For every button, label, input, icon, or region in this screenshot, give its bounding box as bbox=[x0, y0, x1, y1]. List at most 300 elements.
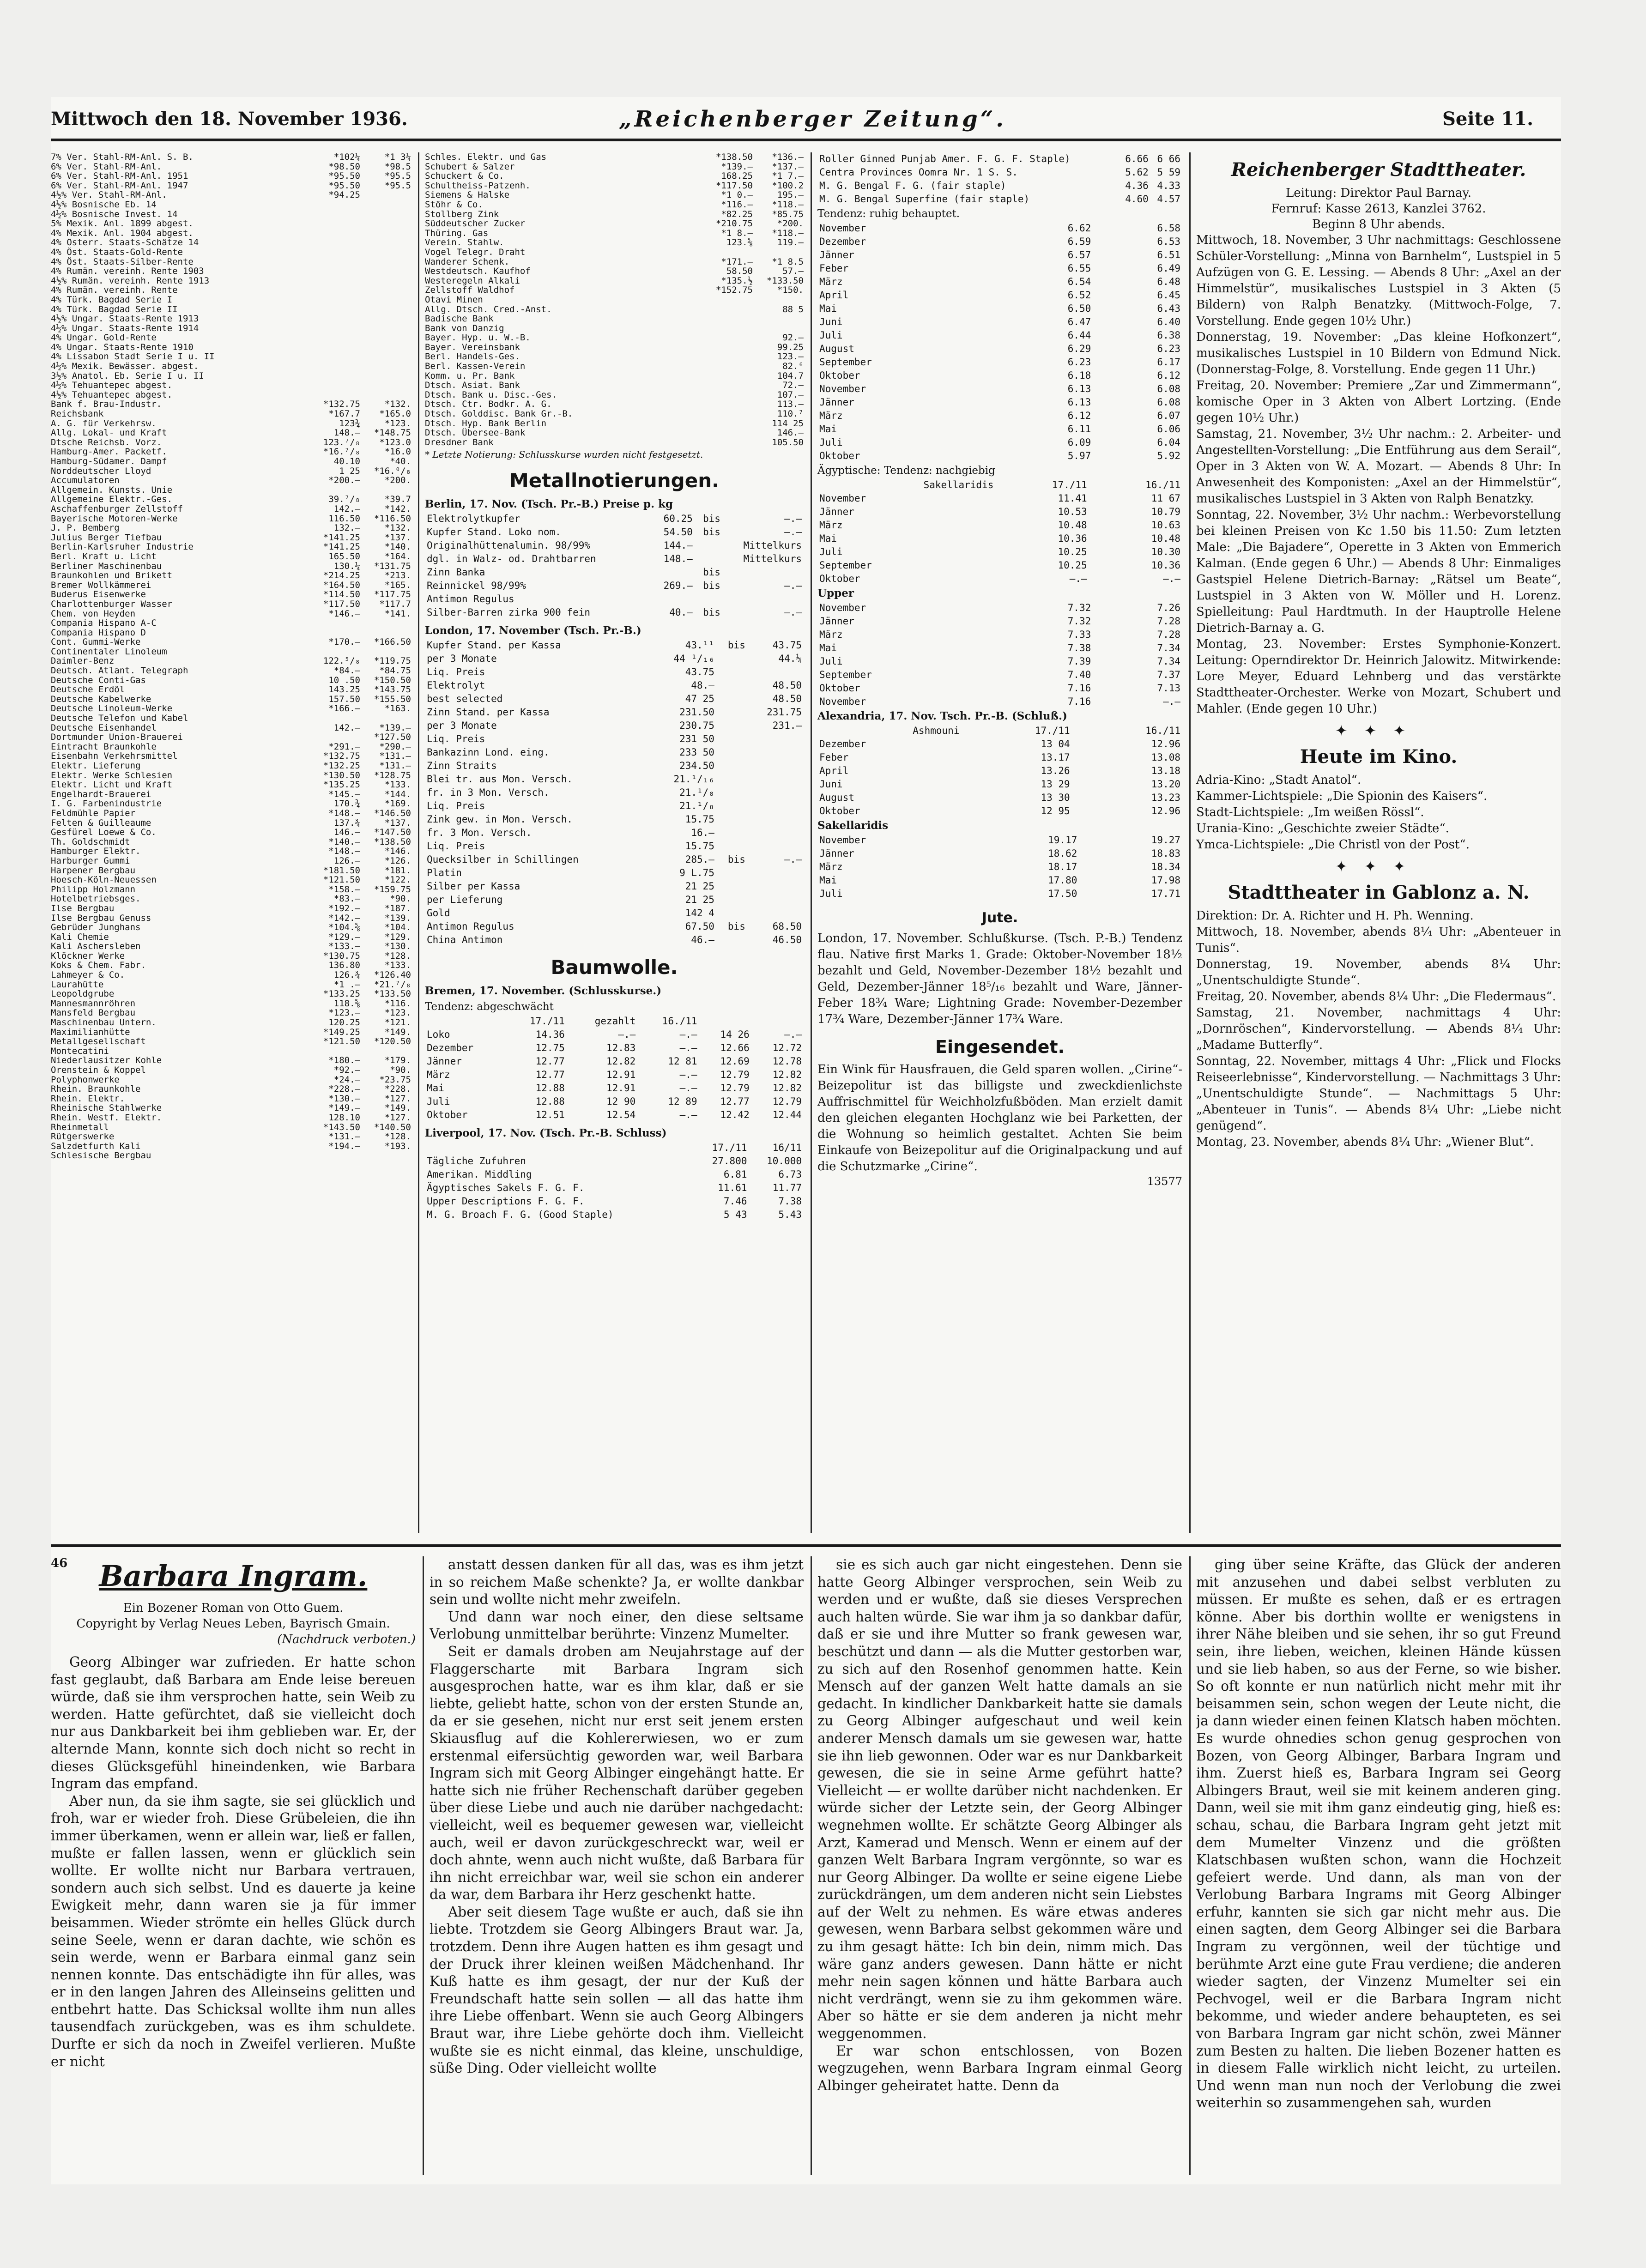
berlin-metal-table bbox=[425, 512, 804, 619]
table-row bbox=[817, 248, 1182, 262]
table-row bbox=[425, 907, 804, 920]
table-cell: Mittelkurs bbox=[743, 540, 802, 551]
table-cell: Liq. Preis bbox=[427, 666, 485, 678]
table-cell: fr. in 3 Mon. Versch. bbox=[427, 787, 550, 798]
security-name: Deutsche Conti-Gas bbox=[51, 675, 146, 685]
security-name: Eisenbahn Verkehrsmittel bbox=[51, 751, 178, 761]
price-today bbox=[697, 343, 753, 352]
security-name: Braunkohlen und Brikett bbox=[51, 571, 173, 581]
security-name: Mansfeld Bergbau bbox=[51, 1008, 136, 1018]
table-cell: Jänner bbox=[819, 616, 854, 627]
security-name: Rheinische Stahlwerke bbox=[51, 1103, 162, 1113]
table-cell: 14.36 bbox=[535, 1029, 565, 1040]
table-cell bbox=[747, 746, 804, 759]
table-cell bbox=[747, 786, 804, 799]
price-today: 116.50 bbox=[328, 513, 360, 524]
paragraph: Donnerstag, 19. November, abends 8¼ Uhr: „Unentschuldigte Stunde“. bbox=[1196, 957, 1561, 987]
price-today: *102¼ bbox=[333, 152, 360, 162]
table-cell: Kupfer Stand. per Kassa bbox=[427, 640, 561, 651]
price-today bbox=[305, 210, 360, 219]
security-name: 4½% Rumän. vereinh. Rente 1913 bbox=[51, 276, 210, 286]
stock-row bbox=[425, 285, 804, 295]
price-today: 10 .50 bbox=[328, 675, 360, 685]
table-row bbox=[425, 1095, 804, 1108]
stock-row bbox=[51, 1094, 411, 1104]
stock-row bbox=[51, 866, 411, 876]
upper-heading: Upper bbox=[817, 587, 854, 599]
price-previous: 146.— bbox=[777, 428, 804, 438]
table-cell: 234.50 bbox=[679, 760, 714, 772]
price-previous bbox=[360, 1151, 411, 1161]
price-previous bbox=[360, 295, 411, 305]
price-previous bbox=[360, 362, 411, 371]
table-cell: 12.96 bbox=[1151, 805, 1180, 816]
price-today: *180.— bbox=[328, 1055, 360, 1066]
security-name: Deutsche Kabelwerke bbox=[51, 694, 151, 704]
stock-row bbox=[51, 495, 411, 504]
price-previous: *138.50 bbox=[374, 836, 411, 847]
table-cell: Centra Provinces Oomra Nr. 1 S. S. bbox=[819, 167, 1018, 178]
price-previous bbox=[360, 324, 411, 333]
table-row bbox=[425, 1168, 804, 1181]
column-header: 17./11 bbox=[1052, 479, 1087, 490]
table-cell: November bbox=[819, 383, 866, 394]
table-cell: Juli bbox=[819, 888, 843, 899]
price-today: *166.— bbox=[328, 703, 360, 714]
stock-row bbox=[51, 847, 411, 856]
table-cell bbox=[716, 840, 747, 853]
price-previous: *166.50 bbox=[374, 637, 411, 647]
table-cell: Dezember bbox=[819, 738, 866, 750]
table-cell: 12.78 bbox=[772, 1056, 802, 1067]
price-today: *158.— bbox=[328, 884, 360, 895]
security-name: Salzdetfurth Kali bbox=[51, 1141, 141, 1151]
table-cell bbox=[716, 679, 747, 692]
table-cell: 12.72 bbox=[772, 1042, 802, 1054]
stock-row bbox=[51, 942, 411, 951]
column-header bbox=[425, 1015, 505, 1028]
price-today: *117.50 bbox=[323, 599, 360, 609]
security-name: Hamburg-Südamer. Dampf bbox=[51, 457, 167, 466]
jute-heading: Jute. bbox=[981, 910, 1018, 926]
table-cell: 6.13 bbox=[1067, 383, 1091, 394]
stock-row bbox=[51, 837, 411, 847]
kino-list bbox=[1196, 772, 1561, 853]
price-today: *95.50 bbox=[328, 171, 360, 181]
price-previous bbox=[360, 219, 411, 229]
security-name: Deutsche Linoleum-Werke bbox=[51, 704, 173, 714]
table-cell: 6.53 bbox=[1157, 236, 1180, 247]
stock-row bbox=[425, 190, 804, 200]
indian-cotton-table bbox=[817, 152, 1182, 206]
table-cell: fr. 3 Mon. Versch. bbox=[427, 827, 532, 839]
price-today: *129.— bbox=[328, 931, 360, 942]
price-today: *98.50 bbox=[328, 161, 360, 172]
theater-program bbox=[1196, 232, 1561, 717]
table-cell: —.— bbox=[679, 1109, 697, 1121]
stock-row bbox=[51, 799, 411, 809]
stock-row bbox=[51, 352, 411, 362]
table-row bbox=[817, 423, 1182, 436]
price-previous: *150. bbox=[777, 285, 804, 296]
paragraph: Ymca-Lichtspiele: „Die Christl von der Post“. bbox=[1196, 838, 1470, 852]
security-name: Buderus Eisenwerke bbox=[51, 590, 146, 599]
price-previous: *16.⁰/₈ bbox=[374, 466, 411, 476]
price-previous: *128.75 bbox=[374, 770, 411, 780]
price-previous: *1 7.— bbox=[772, 171, 804, 181]
sakellaridis-2-table bbox=[817, 834, 1182, 901]
newspaper-page bbox=[51, 97, 1561, 2184]
table-cell: 43.¹¹ bbox=[685, 640, 714, 651]
table-cell: 6.81 bbox=[723, 1169, 747, 1180]
stock-row bbox=[51, 809, 411, 818]
stock-list-column-1 bbox=[51, 152, 411, 1533]
price-previous: *116. bbox=[384, 998, 411, 1009]
gablonz-program bbox=[1196, 924, 1561, 1150]
price-today: 123.⁷/₈ bbox=[323, 437, 360, 448]
price-previous: *133.50 bbox=[374, 989, 411, 999]
security-name: J. P. Bemberg bbox=[51, 523, 120, 533]
table-row bbox=[817, 804, 1182, 818]
stock-row bbox=[425, 409, 804, 419]
table-cell: 43.75 bbox=[685, 666, 714, 678]
security-name: Berliner Maschinenbau bbox=[51, 561, 162, 571]
table-cell: 12.54 bbox=[606, 1109, 636, 1121]
stock-row bbox=[51, 257, 411, 267]
security-name: Dresdner Bank bbox=[425, 437, 494, 448]
table-cell: 17.98 bbox=[1151, 875, 1180, 886]
stock-row bbox=[51, 219, 411, 229]
table-row bbox=[817, 275, 1182, 289]
table-cell: 5.92 bbox=[1157, 450, 1180, 461]
price-previous: *131.— bbox=[379, 761, 411, 771]
stock-row bbox=[425, 229, 804, 238]
security-name: Stöhr & Co. bbox=[425, 200, 483, 210]
security-name: Wanderer Schenk. bbox=[425, 257, 510, 267]
table-cell: 10.48 bbox=[1058, 520, 1087, 531]
price-today: *92.— bbox=[333, 1065, 360, 1075]
stock-row bbox=[51, 152, 411, 162]
table-row bbox=[425, 853, 804, 866]
table-cell bbox=[716, 826, 747, 840]
table-cell: 6.12 bbox=[1157, 370, 1180, 381]
price-today bbox=[697, 314, 753, 324]
table-cell: Feber bbox=[819, 263, 849, 274]
table-cell: 12.91 bbox=[606, 1069, 636, 1081]
table-cell: 6.06 bbox=[1157, 423, 1180, 435]
table-cell: 10.25 bbox=[1058, 546, 1087, 557]
table-cell: 7.34 bbox=[1157, 642, 1180, 653]
price-previous bbox=[753, 295, 804, 305]
security-name: 4½% Tehuantepec abgest. bbox=[51, 381, 173, 390]
price-today: *130.75 bbox=[323, 950, 360, 961]
table-cell: 7.32 bbox=[1067, 616, 1091, 627]
stock-row bbox=[51, 599, 411, 609]
price-today bbox=[305, 295, 360, 305]
table-cell: 230.75 bbox=[679, 720, 714, 732]
table-cell: 11.41 bbox=[1058, 493, 1087, 504]
price-today bbox=[697, 438, 753, 448]
table-cell: 21.¹/₁₆ bbox=[673, 774, 714, 785]
price-previous: *84.75 bbox=[379, 665, 411, 676]
table-row bbox=[425, 1028, 804, 1041]
table-cell: Antimon Regulus bbox=[427, 593, 514, 605]
price-today: *171.— bbox=[721, 256, 753, 267]
column-header: 17./11 bbox=[712, 1142, 747, 1154]
table-cell: 6 66 bbox=[1157, 153, 1180, 164]
table-cell: 12.51 bbox=[535, 1109, 565, 1121]
price-today bbox=[305, 381, 360, 390]
table-cell bbox=[747, 907, 804, 920]
price-previous: 99.25 bbox=[777, 342, 804, 352]
table-cell: Roller Ginned Punjab Amer. F. G. F. Staple) bbox=[819, 153, 1071, 164]
security-name: Lahmeyer & Co. bbox=[51, 970, 125, 980]
table-cell: 12.79 bbox=[720, 1069, 750, 1081]
table-cell: 12 89 bbox=[668, 1096, 697, 1107]
table-cell: Blei tr. aus Mon. Versch. bbox=[427, 774, 573, 785]
table-cell bbox=[747, 880, 804, 893]
price-previous: *146. bbox=[384, 846, 411, 857]
paragraph: Sonntag, 22. November, 3½ Uhr nachm.: Werbevorstellung bei kleinen Preisen von Kc 1.50 bis 11.50: Zum letzten Male: „Die Bajadere“, Operette in 3 Akten von Emmerich Kalman. (Ende gegen 6 Uhr.) — Abends 8 Uhr: Einmaliges Gastspiel Helene Dietrich-Barnay: „Rätsel um Beate“, Lustspiel in 3 Akten von W. Möller und H. Lorenz. Spielleitung: Paul Hardtmuth. In der Hauptrolle Helene Dietrich-Barnay a. G. bbox=[1196, 508, 1561, 635]
stock-row bbox=[51, 999, 411, 1009]
table-cell: Oktober bbox=[819, 683, 860, 694]
stock-row bbox=[51, 476, 411, 485]
stock-row bbox=[425, 162, 804, 172]
price-previous: *200. bbox=[777, 218, 804, 229]
table-cell: 231 50 bbox=[679, 733, 714, 745]
price-previous: *200. bbox=[384, 475, 411, 486]
price-previous bbox=[360, 485, 411, 495]
price-previous: *126.40 bbox=[374, 970, 411, 980]
paragraph: sie es sich auch gar nicht eingestehen. Denn sie hatte Georg Albinger versprochen, sein Weib zu werden und er wußte, daß sie dieses Versprechen auch halten würde. Sie war ihm ja so dankbar dafür, daß er sie und ihre Mutter so frank gewesen war, beschützt und dann — als die Mutter gestorben war, zu sich auf den Rosenhof genommen hatte. Kein Mensch auf der ganzen Welt hatte damals an sie gedacht. In kindlicher Dankbarkeit hatte sie damals zu Georg Albinger aufgeschaut und weil kein anderer Mensch damals um sie gewesen war, hatte sie ihn lieb gewonnen. Oder war es nur Dankbarkeit gewesen, die sie in seine Arme geführt hatte? Vielleicht — er wollte darüber nicht nachdenken. Er würde sicher der Letzte sein, der Georg Albinger wegnehmen wollte. Er schätzte Georg Albinger als Arzt, Kamerad und Mensch. Wenn er einem auf der ganzen Welt Barbara Ingram vergönnte, so war es nur Georg Albinger. Da wollte er seine eigene Liebe zurückdrängen, um dem anderen nicht sein Liebstes auf der Welt zu nehmen. Es wäre etwas anderes gewesen, wenn Barbara selbst gekommen wäre und zu ihm gesagt hätte: Ich bin dein, nimm mich. Das wäre ganz anders gewesen. Dann hätte er nicht mehr nein sagen können und hätte Barbara auch nicht verdrängt, wenn sie zu ihm gekommen wäre. Aber so hätte er sie dem anderen ja nicht mehr weggenommen. bbox=[817, 1557, 1182, 2042]
price-today bbox=[697, 428, 753, 438]
table-cell: 6.59 bbox=[1067, 236, 1091, 247]
price-today: 142.— bbox=[333, 503, 360, 514]
table-cell: 7.16 bbox=[1067, 683, 1091, 694]
stock-row bbox=[51, 295, 411, 305]
price-previous: *149. bbox=[384, 1027, 411, 1037]
table-cell: bis bbox=[703, 567, 720, 578]
table-cell: 12.88 bbox=[535, 1096, 565, 1107]
table-row bbox=[817, 668, 1182, 682]
table-cell: 13 30 bbox=[1041, 792, 1070, 803]
price-today: 170.¾ bbox=[333, 798, 360, 809]
stock-row bbox=[51, 1132, 411, 1142]
table-cell: 21.¹/₈ bbox=[679, 800, 714, 812]
stock-row bbox=[51, 523, 411, 533]
price-previous: *116.50 bbox=[374, 513, 411, 524]
price-today: *141.25 bbox=[323, 542, 360, 552]
stock-row bbox=[425, 390, 804, 400]
table-cell: 12.83 bbox=[606, 1042, 636, 1054]
table-cell: 6.23 bbox=[1157, 343, 1180, 354]
stock-row bbox=[425, 399, 804, 409]
price-today: 146.— bbox=[333, 827, 360, 838]
price-today bbox=[305, 628, 360, 638]
price-today: 58.50 bbox=[726, 266, 753, 277]
security-name: Daimler-Benz bbox=[51, 656, 115, 666]
price-previous: 57.— bbox=[782, 266, 804, 277]
price-today bbox=[697, 352, 753, 362]
price-today: 126.¾ bbox=[333, 970, 360, 980]
table-row bbox=[817, 152, 1182, 166]
table-cell: Elektrolytkupfer bbox=[427, 513, 520, 525]
security-name: Siemens & Halske bbox=[425, 190, 510, 200]
table-cell bbox=[695, 539, 722, 552]
table-cell bbox=[716, 786, 747, 799]
table-row bbox=[425, 813, 804, 826]
price-previous: *39.7 bbox=[384, 494, 411, 505]
table-cell: März bbox=[819, 520, 843, 531]
price-today: *138.50 bbox=[715, 152, 753, 162]
newspaper-title: „Reichenberger Zeitung“. bbox=[619, 106, 1006, 132]
installment-number: 46 bbox=[51, 1556, 68, 1570]
london-heading: London, 17. November (Tsch. Pr.-B.) bbox=[425, 624, 641, 637]
table-cell: 54.50 bbox=[663, 526, 693, 538]
table-header-row bbox=[817, 478, 1182, 492]
table-cell: Jänner bbox=[819, 249, 854, 260]
table-row bbox=[817, 382, 1182, 396]
table-cell: Bankazinn Lond. eing. bbox=[427, 747, 550, 758]
table-cell: 18.62 bbox=[1048, 848, 1077, 859]
paragraph: Aber seit diesem Tage wußte er auch, daß sie ihn liebte. Trotzdem sie Georg Albingers Braut war. Ja, trotzdem. Denn ihre Augen hatten es ihm gesagt und der Druck ihrer kleinen weißen Mädchenhand. Ihr Kuß hatte es ihm gesagt, der nur der Kuß der Freundschaft hatte sein sollen — all das hatte ihm ihre Liebe offenbart. Wenn sie auch Georg Albingers Braut war, ihre Liebe gehörte doch ihm. Vielleicht wußte sie es nicht einmal, das kleine, unschuldige, süße Ding. Oder vielleicht wollte bbox=[430, 1904, 804, 2076]
security-name: I. G. Farbenindustrie bbox=[51, 799, 162, 809]
table-cell: 17.50 bbox=[1048, 888, 1077, 899]
stock-row bbox=[51, 1084, 411, 1094]
price-previous: *123. bbox=[384, 418, 411, 429]
paragraph: Sonntag, 22. November, mittags 4 Uhr: „Flick und Flocks Reiseerlebnisse“, Kindervorstellung. — Nachmittags 3 Uhr: „Unentschuldigte Stunde“. — Nachmittags 5 Uhr: „Abenteuer in Tunis“. — Abends 8¼ Uhr: „Liebe nicht genügend“. bbox=[1196, 1054, 1561, 1133]
table-cell: 7.38 bbox=[1067, 642, 1091, 653]
table-row bbox=[817, 655, 1182, 668]
table-cell bbox=[716, 893, 747, 907]
table-row bbox=[817, 601, 1182, 615]
price-today: *1 8.— bbox=[721, 228, 753, 238]
security-name: Deutsche Eisenhandel bbox=[51, 723, 157, 733]
table-cell: 12.82 bbox=[772, 1083, 802, 1094]
stock-row bbox=[51, 362, 411, 371]
table-cell: bis bbox=[727, 921, 745, 932]
table-row bbox=[425, 933, 804, 947]
table-row bbox=[425, 639, 804, 652]
novel-subtitle: Ein Bozener Roman von Otto Guem. bbox=[123, 1601, 344, 1615]
price-today bbox=[697, 305, 753, 314]
table-cell: Gold bbox=[427, 907, 450, 919]
table-cell: 15.75 bbox=[685, 841, 714, 852]
stock-row bbox=[51, 324, 411, 333]
table-row bbox=[425, 1155, 804, 1168]
stock-row bbox=[51, 485, 411, 495]
security-name: Deutsch. Atlant. Telegraph bbox=[51, 666, 188, 676]
table-cell: 68.50 bbox=[772, 921, 802, 932]
table-row bbox=[817, 369, 1182, 382]
security-name: Hoesch-Köln-Neuessen bbox=[51, 875, 157, 885]
table-cell: 6.29 bbox=[1067, 343, 1091, 354]
security-name: Allg. Dtsch. Cred.-Anst. bbox=[425, 304, 552, 314]
price-previous bbox=[360, 276, 411, 286]
table-cell: 17.80 bbox=[1048, 875, 1077, 886]
column-header: 17./11 bbox=[1035, 725, 1070, 736]
table-cell: 7.37 bbox=[1157, 669, 1180, 680]
table-cell: 12.77 bbox=[535, 1069, 565, 1081]
table-row bbox=[425, 552, 804, 566]
table-cell bbox=[747, 813, 804, 826]
table-cell bbox=[722, 593, 804, 606]
table-cell: Dezember bbox=[819, 236, 866, 247]
table-cell bbox=[747, 866, 804, 880]
table-cell: 7.32 bbox=[1067, 602, 1091, 613]
table-cell: 19.17 bbox=[1048, 835, 1077, 846]
price-previous: *100.2 bbox=[772, 180, 804, 191]
price-previous: *95.5 bbox=[384, 180, 411, 191]
stock-row bbox=[425, 419, 804, 429]
table-cell: Mai bbox=[819, 875, 837, 886]
price-previous: *117.7 bbox=[379, 599, 411, 609]
table-cell: 7.28 bbox=[1157, 616, 1180, 627]
table-row bbox=[425, 826, 804, 840]
security-name: 4% Ungar. Gold-Rente bbox=[51, 333, 157, 343]
table-row bbox=[817, 532, 1182, 545]
price-today bbox=[305, 714, 360, 723]
price-previous bbox=[360, 333, 411, 343]
table-row bbox=[817, 193, 1182, 206]
table-header-row bbox=[425, 1015, 804, 1028]
price-today bbox=[305, 485, 360, 495]
table-cell: Oktober bbox=[819, 450, 860, 461]
price-today: *114.50 bbox=[323, 589, 360, 600]
price-today: *141.25 bbox=[323, 532, 360, 543]
price-previous: *130. bbox=[384, 941, 411, 952]
table-cell: 14 26 bbox=[720, 1029, 750, 1040]
stock-list-column-2 bbox=[425, 152, 804, 447]
table-cell: Oktober bbox=[427, 1109, 468, 1121]
table-cell: 44.¼ bbox=[778, 653, 802, 665]
price-previous: *121. bbox=[384, 1017, 411, 1028]
price-today: *130.50 bbox=[323, 770, 360, 780]
price-previous: *133. bbox=[384, 960, 411, 971]
price-today: 136.80 bbox=[328, 960, 360, 971]
price-previous bbox=[360, 390, 411, 400]
price-previous: *142. bbox=[384, 503, 411, 514]
table-cell: März bbox=[427, 1069, 450, 1081]
price-today: 143.25 bbox=[328, 684, 360, 695]
price-previous bbox=[753, 324, 804, 333]
table-row bbox=[425, 1208, 804, 1222]
stock-row bbox=[51, 828, 411, 837]
stock-row bbox=[51, 875, 411, 885]
table-row bbox=[817, 342, 1182, 356]
table-cell: 7.33 bbox=[1067, 629, 1091, 640]
table-row bbox=[425, 719, 804, 732]
security-name: Metallgesellschaft bbox=[51, 1037, 146, 1046]
stock-row bbox=[425, 305, 804, 314]
price-previous bbox=[360, 352, 411, 362]
stock-row bbox=[51, 637, 411, 647]
table-cell: 6.45 bbox=[1157, 290, 1180, 301]
paragraph: ging über seine Kräfte, das Glück der anderen mit anzusehen und dabei selbst verbluten zu müssen. Er mußte es sehen, daß er es ertragen könne. Aber bis dorthin wollte er wenigstens in ihrer Nähe bleiben und sie sehen, ihr so gut Freund sein, ihre lieben, weichen, kleinen Hände küssen und sie lieb haben, so aus der Ferne, so wie bisher. So oft konnte er nun natürlich nicht mehr mit ihr beisammen sein, schon wegen der Leute nicht, die ja dann wieder einen feinen Klatsch haben möchten. Es wurde ohnedies schon genug gesprochen von Bozen, von Georg Albinger, Barbara Ingram und ihm. Zuerst hieß es, Barbara Ingram sei Georg Albingers Braut, weil sie mit keinem anderen ging. Dann, weil sie mit ihm ganz eindeutig ging, hieß es: schau, schau, die Barbara Ingram geht jetzt mit dem Mumelter Vinzenz und die größten Klatschbasen wußten schon, wann die Hochzeit gefeiert werde. Und dann, als man von der Verlobung Barbara Ingrams mit Georg Albinger erfuhr, kannten sie sich gar nicht mehr aus. Die einen sagten, dem Georg Albinger sei die Barbara Ingram zu vergönnen, weil der tüchtige und berühmte Arzt eine gute Frau verdiene; die anderen wieder sagten, der Vinzenz Mumelter sei ein Pechvogel, weil er die Barbara Ingram nicht bekomme, und wieder andere behaupteten, es sei von Barbara Ingram gar nicht schön, zwei Männer zum Besten zu halten. Die lieben Bozener hatten es in diesem Falle wirklich nicht leicht, zu urteilen. Und wenn man nun noch der Verlobung die zwei weiterhin so zusammengehen sah, wurden bbox=[1196, 1557, 1561, 2111]
novel-column-2 bbox=[430, 1556, 804, 2175]
table-cell: September bbox=[819, 560, 872, 571]
stock-row bbox=[51, 276, 411, 286]
stock-row bbox=[425, 266, 804, 276]
table-cell: 6.62 bbox=[1067, 223, 1091, 234]
price-previous: *131.— bbox=[379, 751, 411, 762]
table-cell: 6.04 bbox=[1157, 437, 1180, 448]
paragraph: Mittwoch, 18. November, 3 Uhr nachmittags: Geschlossene Schüler-Vorstellung: „Minna von Barnhelm“, Lustspiel in 5 Aufzügen von G. E. Lessing. — Abends 8 Uhr: „Axel an der Himmelstür“, musikalisches Lustspiel in 3 Akten (5 Bildern) von Ralph Benatzky. (Mittwoch-Folge, 7. Vorstellung. Ende gegen 10½ Uhr.) bbox=[1196, 233, 1561, 328]
sakellaridis-2-heading: Sakellaridis bbox=[817, 819, 889, 832]
security-name: Ilse Bergbau bbox=[51, 903, 115, 913]
table-row bbox=[425, 866, 804, 880]
table-cell: Platin bbox=[427, 867, 462, 879]
